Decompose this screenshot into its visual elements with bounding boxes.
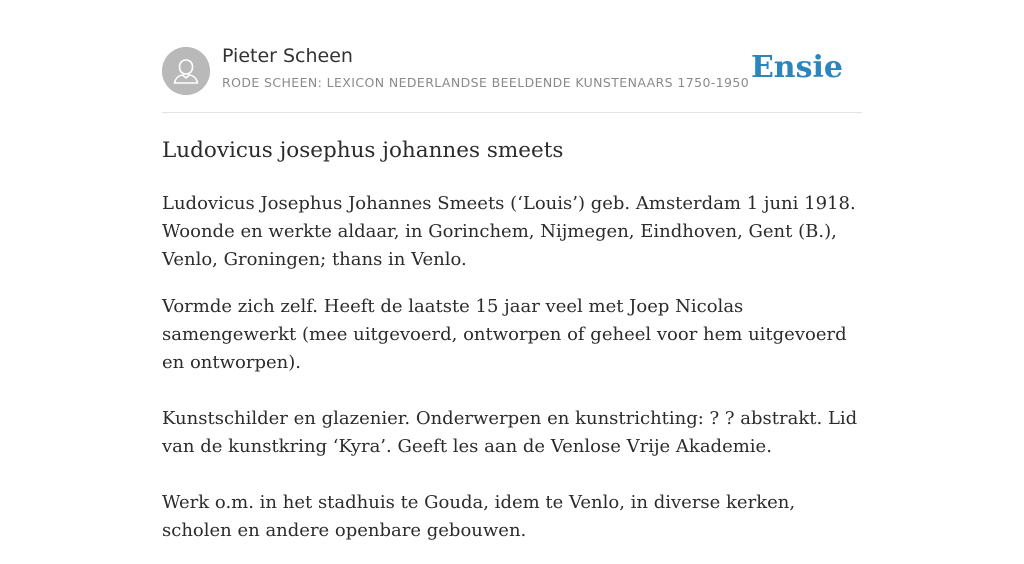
article-title: Ludovicus josephus johannes smeets bbox=[162, 138, 564, 163]
article-paragraph: Kunstschilder en glazenier. Onderwerpen en kunstrichting: ? ? abstrakt. Lid van de kunstkring ‘Kyra’. Geeft les aan de Venlose Vrije Akademie. bbox=[162, 408, 858, 457]
article-paragraph: Werk o.m. in het stadhuis te Gouda, idem te Venlo, in diverse kerken, scholen en andere openbare gebouwen. bbox=[162, 492, 796, 541]
article-body bbox=[162, 190, 862, 564]
article-header bbox=[162, 0, 862, 113]
article-paragraph: Ludovicus Josephus Johannes Smeets (‘Louis’) geb. Amsterdam 1 juni 1918. Woonde en werkte aldaar, in Gorinchem, Nijmegen, Eindhoven, Gent (B.), Venlo, Groningen; thans in Venlo. bbox=[162, 193, 856, 270]
source-label[interactable]: RODE SCHEEN: LEXICON NEDERLANDSE BEELDENDE KUNSTENAARS 1750-1950 bbox=[222, 75, 750, 90]
ensie-logo[interactable]: Ensie bbox=[750, 50, 843, 85]
user-placeholder-icon[interactable] bbox=[162, 47, 210, 95]
author-name[interactable]: Pieter Scheen bbox=[222, 45, 353, 67]
article-page bbox=[162, 0, 862, 541]
article-paragraph: Vormde zich zelf. Heeft de laatste 15 jaar veel met Joep Nicolas samengewerkt (mee uitgevoerd, ontworpen of geheel voor hem uitgevoerd en ontworpen). bbox=[162, 296, 847, 373]
